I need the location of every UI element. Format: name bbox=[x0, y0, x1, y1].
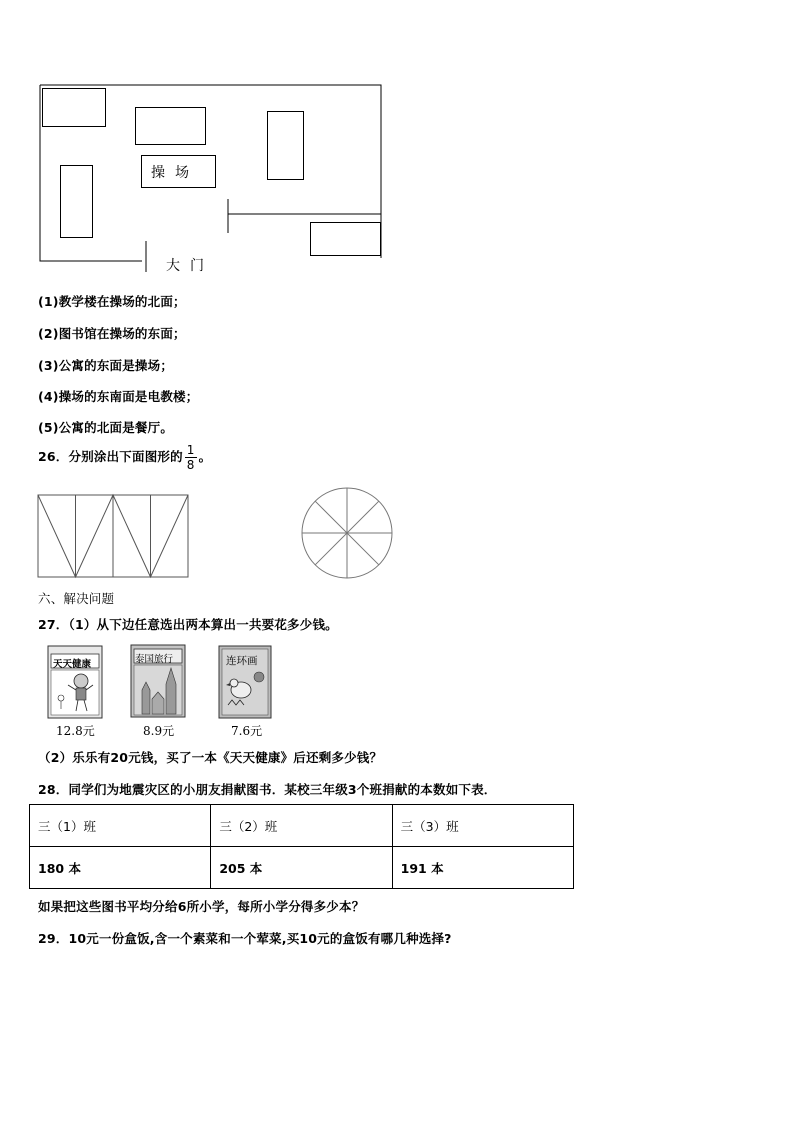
q27-part1: 27．（1）从下边任意选出两本算出一共要花多少钱。 bbox=[38, 617, 338, 632]
book-title-3: 连环画 bbox=[226, 655, 258, 667]
book-taiguo-lvxing bbox=[130, 644, 186, 718]
q28-followup: 如果把这些图书平均分给6所小学，每所小学分得多少本？ bbox=[38, 899, 365, 914]
book-price-1: 12.8元 bbox=[56, 724, 95, 738]
circle-divided-figure bbox=[300, 487, 396, 583]
playground-label: 操场 bbox=[151, 165, 199, 181]
section-6-title: 六、解决问题 bbox=[38, 591, 115, 606]
donation-table bbox=[29, 804, 574, 889]
table-row bbox=[30, 847, 574, 889]
book-tiantian-jiankang bbox=[47, 645, 103, 719]
table-header-cell: 三（3）班 bbox=[392, 805, 573, 847]
table-cell: 180 本 bbox=[30, 847, 211, 889]
table-row bbox=[30, 805, 574, 847]
book-lianhuanhua bbox=[218, 645, 272, 719]
book-title-1: 天天健康 bbox=[53, 659, 92, 670]
q26-prefix: 26．分别涂出下面图形的 bbox=[38, 449, 183, 464]
q27-part2: （2）乐乐有20元钱，买了一本《天天健康》后还剩多少钱？ bbox=[38, 750, 383, 765]
fraction-denominator: 8 bbox=[186, 458, 195, 472]
q26-suffix: 。 bbox=[198, 449, 212, 464]
q25-item-1: (1)教学楼在操场的北面； bbox=[38, 294, 186, 309]
q28-question: 28．同学们为地震灾区的小朋友捐献图书．某校三年级3个班捐献的本数如下表． bbox=[38, 782, 497, 797]
q25-item-4: (4)操场的东南面是电教楼； bbox=[38, 389, 199, 404]
table-header-cell: 三（1）班 bbox=[30, 805, 211, 847]
q25-item-5: (5)公寓的北面是餐厅。 bbox=[38, 420, 174, 435]
book-price-2: 8.9元 bbox=[143, 724, 175, 738]
book-title-2: 泰国旅行 bbox=[135, 654, 174, 665]
fraction-numerator: 1 bbox=[186, 443, 195, 457]
q29-question: 29．10元一份盒饭,含一个素菜和一个荤菜,买10元的盒饭有哪几种选择? bbox=[38, 931, 452, 946]
table-header-cell: 三（2）班 bbox=[211, 805, 392, 847]
q25-item-3: (3)公寓的东面是操场； bbox=[38, 358, 174, 373]
table-cell: 191 本 bbox=[392, 847, 573, 889]
book-price-3: 7.6元 bbox=[231, 724, 263, 738]
q25-item-2: (2)图书馆在操场的东面； bbox=[38, 326, 186, 341]
table-cell: 205 本 bbox=[211, 847, 392, 889]
gate-label: 大门 bbox=[166, 258, 214, 274]
